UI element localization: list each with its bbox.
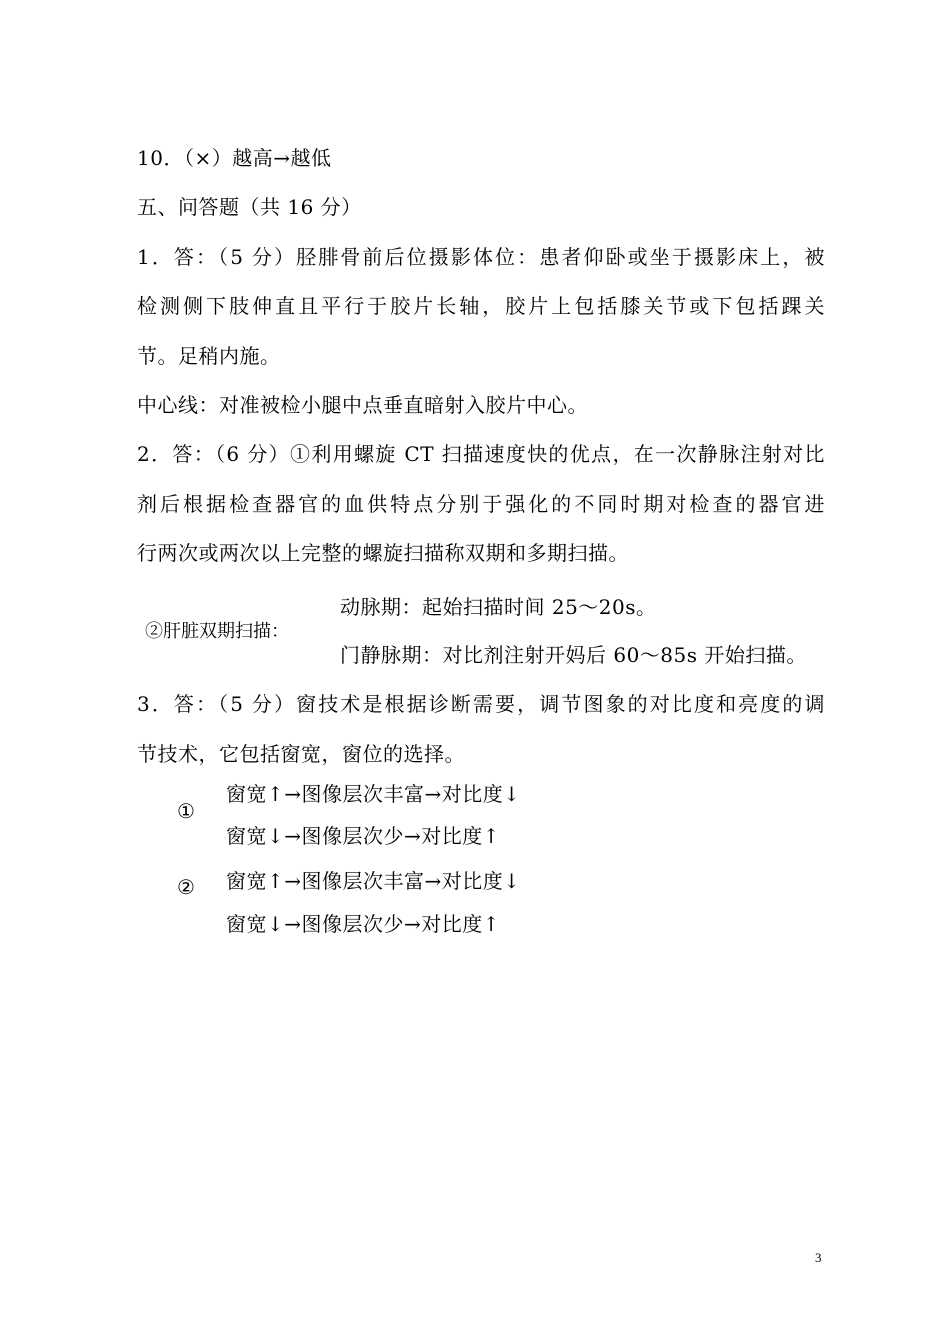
- q2-line-1: 2．答：（6 分）①利用螺旋 CT 扫描速度快的优点，在一次静脉注射对比: [137, 442, 825, 466]
- window-group-1-marker: ①: [177, 799, 196, 823]
- window-group-1-line-1: 窗宽↑→图像层次丰富→对比度↓: [226, 782, 521, 806]
- q1-center-line: 中心线：对准被检小腿中点垂直暗射入胶片中心。: [137, 393, 588, 417]
- q2-line-2: 剂后根据检查器官的血供特点分别于强化的不同时期对检查的器官进: [137, 492, 825, 516]
- window-group-1-line-2: 窗宽↓→图像层次少→对比度↑: [226, 824, 501, 848]
- section-heading-qa: 五、问答题（共 16 分）: [137, 195, 362, 219]
- page-number: 3: [815, 1250, 822, 1265]
- answer-10: 10．（×）越高→越低: [137, 146, 332, 170]
- window-group-2-line-2: 窗宽↓→图像层次少→对比度↑: [226, 912, 501, 936]
- liver-scan-arterial-phase: 动脉期：起始扫描时间 25～20s。: [340, 595, 657, 619]
- window-group-2-line-1: 窗宽↑→图像层次丰富→对比度↓: [226, 869, 521, 893]
- q2-line-3: 行两次或两次以上完整的螺旋扫描称双期和多期扫描。: [137, 541, 629, 565]
- q3-line-1: 3．答：（5 分）窗技术是根据诊断需要，调节图象的对比度和亮度的调: [137, 692, 825, 716]
- q3-line-2: 节技术，它包括窗宽，窗位的选择。: [137, 742, 465, 766]
- liver-scan-label: ②肝脏双期扫描：: [145, 621, 289, 642]
- q1-line-2: 检测侧下肢伸直且平行于胶片长轴，胶片上包括膝关节或下包括踝关: [137, 294, 825, 318]
- q1-line-1: 1．答：（5 分）胫腓骨前后位摄影体位：患者仰卧或坐于摄影床上，被: [137, 245, 825, 269]
- window-group-2-marker: ②: [177, 875, 196, 899]
- q1-line-3: 节。足稍内施。: [137, 344, 281, 368]
- liver-scan-portal-phase: 门静脉期：对比剂注射开妈后 60～85s 开始扫描。: [340, 643, 807, 667]
